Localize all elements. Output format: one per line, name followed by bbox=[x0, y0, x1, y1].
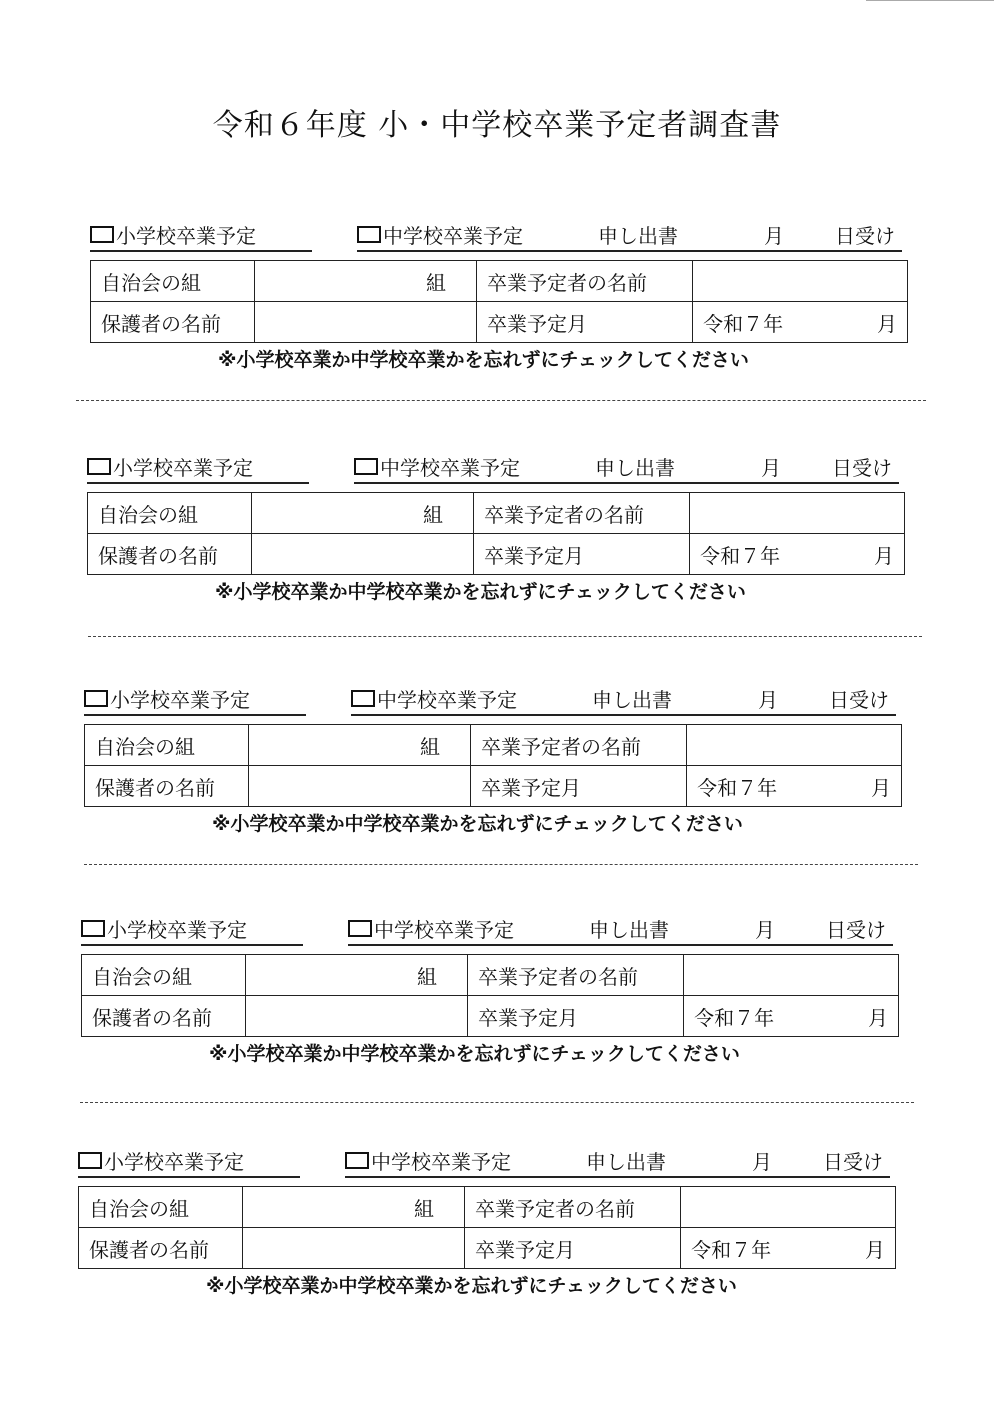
group-label: 自治会の組 bbox=[82, 955, 246, 996]
form-header-row bbox=[90, 220, 910, 254]
junior-high-label: 中学校卒業予定 bbox=[383, 224, 523, 248]
group-label: 自治会の組 bbox=[85, 725, 249, 766]
junior-high-label: 中学校卒業予定 bbox=[371, 1150, 511, 1174]
check-reminder-note: ※小学校卒業か中学校卒業かを忘れずにチェックしてください bbox=[209, 1043, 740, 1065]
junior-high-checkbox[interactable] bbox=[354, 458, 378, 475]
month-unit: 月 bbox=[877, 311, 897, 336]
graduate-name-field[interactable] bbox=[684, 955, 899, 996]
elementary-option[interactable] bbox=[87, 452, 253, 481]
guardian-name-field[interactable] bbox=[248, 766, 470, 807]
application-label: 申し出書 bbox=[592, 688, 672, 712]
elementary-checkbox[interactable] bbox=[87, 458, 111, 475]
elementary-checkbox[interactable] bbox=[78, 1152, 102, 1169]
form-header-row bbox=[87, 452, 907, 486]
graduate-name-field[interactable] bbox=[690, 493, 905, 534]
group-label: 自治会の組 bbox=[79, 1187, 243, 1228]
graduation-month-field[interactable] bbox=[684, 996, 899, 1037]
table-row bbox=[79, 1187, 896, 1228]
page-title: 令和６年度 小・中学校卒業予定者調査書 bbox=[212, 108, 782, 143]
application-underline bbox=[351, 714, 896, 716]
table-row bbox=[91, 261, 908, 302]
table-row bbox=[82, 996, 899, 1037]
guardian-name-field[interactable] bbox=[245, 996, 467, 1037]
day-received-label: 日受け bbox=[832, 456, 892, 480]
guardian-name-label: 保護者の名前 bbox=[85, 766, 249, 807]
cut-line-separator bbox=[88, 636, 922, 637]
cut-line-separator bbox=[80, 1102, 914, 1103]
era-year: 令和７年 bbox=[691, 1237, 772, 1262]
group-field[interactable] bbox=[254, 261, 476, 302]
junior-high-option[interactable] bbox=[348, 914, 514, 943]
month-unit: 月 bbox=[868, 1005, 888, 1030]
junior-high-option[interactable] bbox=[357, 220, 523, 249]
group-field[interactable] bbox=[245, 955, 467, 996]
month-label: 月 bbox=[752, 1150, 772, 1174]
guardian-name-label: 保護者の名前 bbox=[91, 302, 255, 343]
graduation-month-label: 卒業予定月 bbox=[477, 302, 693, 343]
table-row bbox=[88, 534, 905, 575]
form-table bbox=[87, 492, 905, 575]
survey-form bbox=[84, 684, 904, 836]
elementary-underline bbox=[84, 714, 306, 716]
guardian-name-label: 保護者の名前 bbox=[88, 534, 252, 575]
group-field[interactable] bbox=[248, 725, 470, 766]
survey-form bbox=[78, 1146, 898, 1298]
day-received-label: 日受け bbox=[835, 224, 895, 248]
application-underline bbox=[354, 482, 899, 484]
check-reminder-note: ※小学校卒業か中学校卒業かを忘れずにチェックしてください bbox=[218, 349, 749, 371]
group-unit: 組 bbox=[423, 502, 444, 527]
group-label: 自治会の組 bbox=[88, 493, 252, 534]
scan-edge-line bbox=[866, 0, 994, 1]
junior-high-option[interactable] bbox=[351, 684, 517, 713]
era-year: 令和７年 bbox=[700, 543, 781, 568]
graduation-month-label: 卒業予定月 bbox=[468, 996, 684, 1037]
elementary-underline bbox=[81, 944, 303, 946]
guardian-name-field[interactable] bbox=[254, 302, 476, 343]
survey-form bbox=[90, 220, 910, 372]
guardian-name-label: 保護者の名前 bbox=[79, 1228, 243, 1269]
graduation-month-field[interactable] bbox=[693, 302, 908, 343]
application-label: 申し出書 bbox=[598, 224, 678, 248]
graduation-month-field[interactable] bbox=[681, 1228, 896, 1269]
graduation-month-label: 卒業予定月 bbox=[471, 766, 687, 807]
elementary-label: 小学校卒業予定 bbox=[110, 688, 250, 712]
guardian-name-label: 保護者の名前 bbox=[82, 996, 246, 1037]
table-row bbox=[88, 493, 905, 534]
elementary-checkbox[interactable] bbox=[84, 690, 108, 707]
elementary-option[interactable] bbox=[78, 1146, 244, 1175]
table-row bbox=[85, 766, 902, 807]
survey-form bbox=[81, 914, 901, 1066]
graduate-name-label: 卒業予定者の名前 bbox=[468, 955, 684, 996]
survey-form bbox=[87, 452, 907, 604]
form-table bbox=[90, 260, 908, 343]
era-year: 令和７年 bbox=[694, 1005, 775, 1030]
form-table bbox=[81, 954, 899, 1037]
junior-high-option[interactable] bbox=[345, 1146, 511, 1175]
application-label: 申し出書 bbox=[586, 1150, 666, 1174]
month-label: 月 bbox=[761, 456, 781, 480]
form-header-row bbox=[78, 1146, 898, 1180]
table-row bbox=[91, 302, 908, 343]
graduation-month-label: 卒業予定月 bbox=[474, 534, 690, 575]
table-row bbox=[85, 725, 902, 766]
elementary-label: 小学校卒業予定 bbox=[113, 456, 253, 480]
elementary-label: 小学校卒業予定 bbox=[107, 918, 247, 942]
day-received-label: 日受け bbox=[829, 688, 889, 712]
group-label: 自治会の組 bbox=[91, 261, 255, 302]
graduation-month-field[interactable] bbox=[687, 766, 902, 807]
application-label: 申し出書 bbox=[595, 456, 675, 480]
group-unit: 組 bbox=[426, 270, 447, 295]
junior-high-checkbox[interactable] bbox=[351, 690, 375, 707]
form-table bbox=[84, 724, 902, 807]
day-received-label: 日受け bbox=[823, 1150, 883, 1174]
junior-high-checkbox[interactable] bbox=[345, 1152, 369, 1169]
graduation-month-label: 卒業予定月 bbox=[465, 1228, 681, 1269]
month-unit: 月 bbox=[865, 1237, 885, 1262]
elementary-option[interactable] bbox=[81, 914, 247, 943]
application-underline bbox=[357, 250, 902, 252]
graduation-month-field[interactable] bbox=[690, 534, 905, 575]
graduate-name-label: 卒業予定者の名前 bbox=[465, 1187, 681, 1228]
elementary-checkbox[interactable] bbox=[81, 920, 105, 937]
group-unit: 組 bbox=[420, 734, 441, 759]
graduate-name-label: 卒業予定者の名前 bbox=[477, 261, 693, 302]
cut-line-separator bbox=[84, 864, 918, 865]
application-underline bbox=[345, 1176, 890, 1178]
graduate-name-label: 卒業予定者の名前 bbox=[474, 493, 690, 534]
junior-high-label: 中学校卒業予定 bbox=[374, 918, 514, 942]
graduate-name-field[interactable] bbox=[687, 725, 902, 766]
graduate-name-label: 卒業予定者の名前 bbox=[471, 725, 687, 766]
era-year: 令和７年 bbox=[697, 775, 778, 800]
elementary-option[interactable] bbox=[90, 220, 256, 249]
group-field[interactable] bbox=[242, 1187, 464, 1228]
elementary-underline bbox=[87, 482, 309, 484]
application-underline bbox=[348, 944, 893, 946]
elementary-option[interactable] bbox=[84, 684, 250, 713]
group-unit: 組 bbox=[417, 964, 438, 989]
elementary-checkbox[interactable] bbox=[90, 226, 114, 243]
elementary-label: 小学校卒業予定 bbox=[104, 1150, 244, 1174]
form-table bbox=[78, 1186, 896, 1269]
application-label: 申し出書 bbox=[589, 918, 669, 942]
graduate-name-field[interactable] bbox=[693, 261, 908, 302]
era-year: 令和７年 bbox=[703, 311, 784, 336]
form-header-row bbox=[84, 684, 904, 718]
elementary-underline bbox=[90, 250, 312, 252]
junior-high-option[interactable] bbox=[354, 452, 520, 481]
table-row bbox=[82, 955, 899, 996]
form-header-row bbox=[81, 914, 901, 948]
day-received-label: 日受け bbox=[826, 918, 886, 942]
month-label: 月 bbox=[755, 918, 775, 942]
junior-high-checkbox[interactable] bbox=[348, 920, 372, 937]
graduate-name-field[interactable] bbox=[681, 1187, 896, 1228]
junior-high-label: 中学校卒業予定 bbox=[377, 688, 517, 712]
month-label: 月 bbox=[764, 224, 784, 248]
elementary-underline bbox=[78, 1176, 300, 1178]
month-unit: 月 bbox=[874, 543, 894, 568]
check-reminder-note: ※小学校卒業か中学校卒業かを忘れずにチェックしてください bbox=[206, 1275, 737, 1297]
junior-high-label: 中学校卒業予定 bbox=[380, 456, 520, 480]
month-unit: 月 bbox=[871, 775, 891, 800]
cut-line-separator bbox=[76, 400, 926, 401]
group-field[interactable] bbox=[251, 493, 473, 534]
group-unit: 組 bbox=[414, 1196, 435, 1221]
month-label: 月 bbox=[758, 688, 778, 712]
junior-high-checkbox[interactable] bbox=[357, 226, 381, 243]
guardian-name-field[interactable] bbox=[251, 534, 473, 575]
check-reminder-note: ※小学校卒業か中学校卒業かを忘れずにチェックしてください bbox=[212, 813, 743, 835]
guardian-name-field[interactable] bbox=[242, 1228, 464, 1269]
table-row bbox=[79, 1228, 896, 1269]
elementary-label: 小学校卒業予定 bbox=[116, 224, 256, 248]
check-reminder-note: ※小学校卒業か中学校卒業かを忘れずにチェックしてください bbox=[215, 581, 746, 603]
